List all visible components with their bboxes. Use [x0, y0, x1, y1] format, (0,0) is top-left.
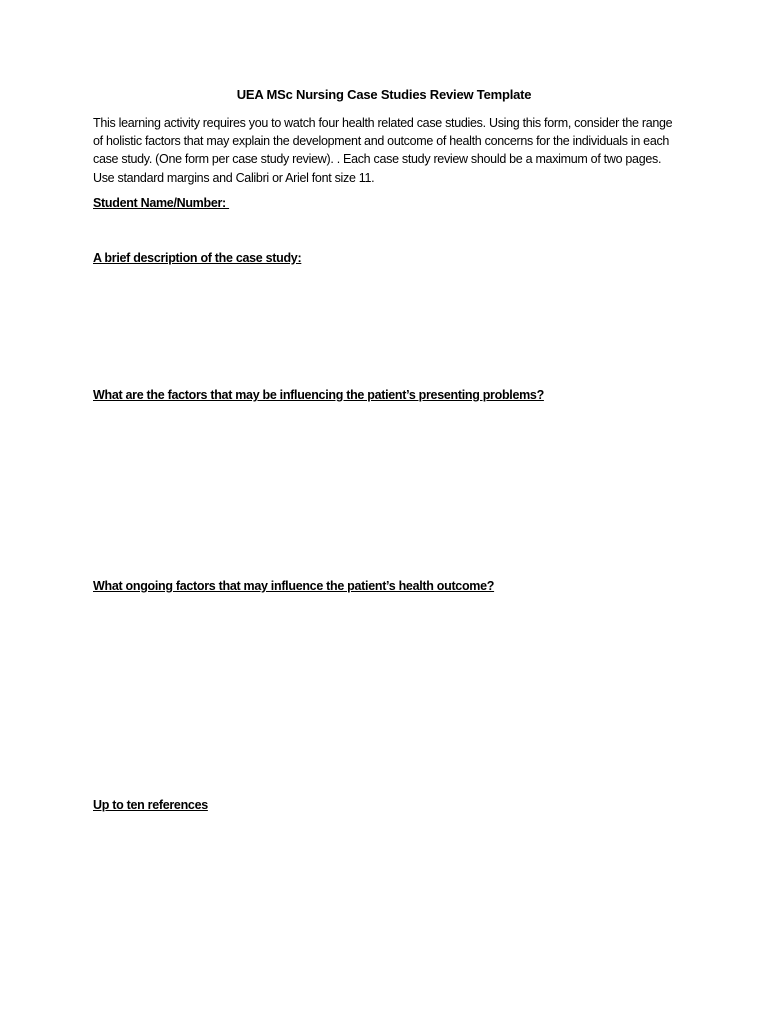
document-title: UEA MSc Nursing Case Studies Review Template	[236, 87, 532, 102]
student-name-heading: Student Name/Number:	[93, 196, 230, 210]
references-heading: Up to ten references	[93, 798, 208, 812]
intro-paragraph: This learning activity requires you to watch four health related case studies. Using this form, consider the range of holistic factors that may explain the development and outcome of health concerns for the individuals in each case study. (One form per case study review). . Each case study review should be a maximum of two pages. Use standard margins and Calibri or Ariel font size 11.	[93, 116, 673, 185]
brief-description-heading: A brief description of the case study:	[93, 251, 302, 265]
ongoing-factors-heading: What ongoing factors that may influence the patient’s health outcome?	[93, 579, 495, 593]
presenting-factors-heading: What are the factors that may be influencing the patient’s presenting problems?	[93, 388, 544, 402]
